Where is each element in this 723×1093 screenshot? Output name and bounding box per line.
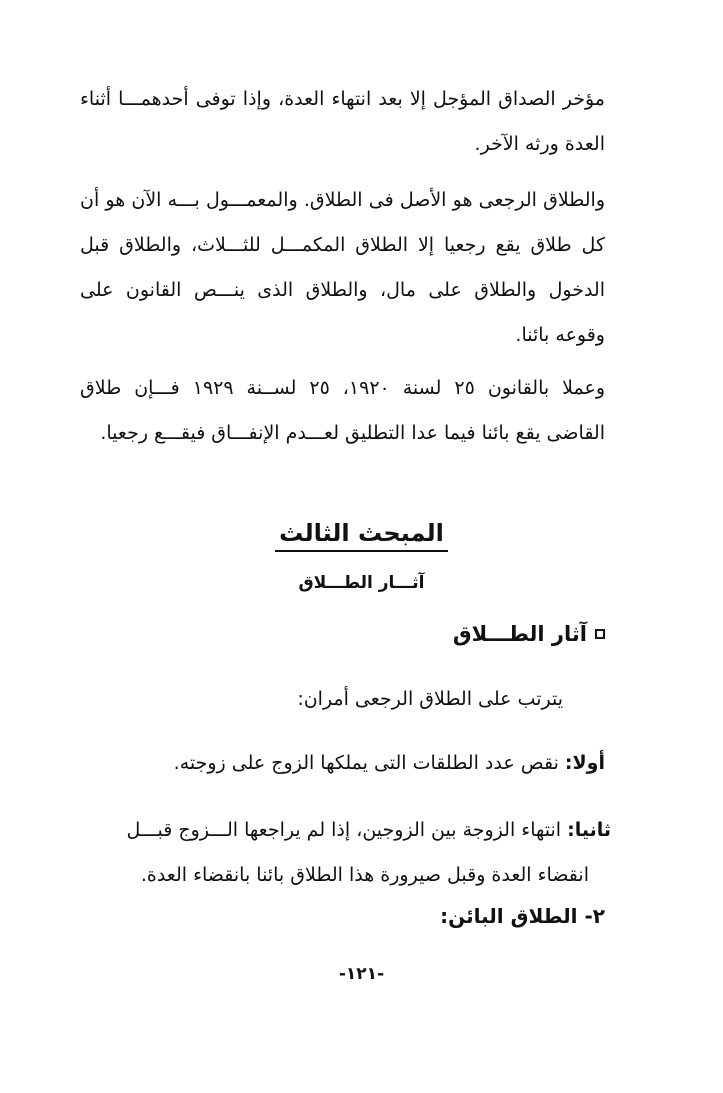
section-heading	[453, 622, 605, 646]
effect-first-label: أولا:	[564, 752, 605, 774]
effect-first-text: نقص عدد الطلقات التى يملكها الزوج على زوجته.	[173, 752, 565, 774]
page-number: -١٢١-	[338, 964, 385, 984]
paragraph-law-reference: وعملا بالقانون ٢٥ لسنة ١٩٢٠، ٢٥ لســنة ١٩٢٩ فـــإن طلاق القاضى يقع بائنا فيما عدا التطليق لعـــدم الإنفـــاق فيقـــع رجعيا.	[80, 377, 605, 444]
effect-second	[80, 808, 611, 898]
irrevocable-divorce-heading: ٢- الطلاق البائن:	[440, 904, 605, 928]
effect-first	[174, 752, 605, 774]
square-bullet-icon	[595, 629, 605, 639]
chapter-title	[0, 518, 723, 552]
chapter-subtitle: آثـــار الطـــلاق	[298, 573, 425, 593]
effect-second-text: انتهاء الزوجة بين الزوجين، إذا لم يراجعها الـــزوج قبـــل	[126, 819, 568, 841]
section-heading-text: آثار الطـــلاق	[452, 622, 587, 646]
effect-second-continuation: انقضاء العدة وقبل صيرورة هذا الطلاق بائنا بانقضاء العدة.	[140, 864, 589, 886]
effects-intro: يترتب على الطلاق الرجعى أمران:	[297, 688, 563, 710]
paragraph-inheritance: مؤخر الصداق المؤجل إلا بعد انتهاء العدة، وإذا توفى أحدهمـــا أثناء العدة ورثه الآخر.	[80, 88, 605, 155]
chapter-title-text: المبحث الثالث	[275, 518, 448, 552]
effect-second-label: ثانيا:	[567, 819, 611, 841]
paragraph-revocable-divorce: والطلاق الرجعى هو الأصل فى الطلاق. والمعمـــول بـــه الآن هو أن كل طلاق يقع رجعيا إلا الطلاق المكمـــل للثـــلاث، والطلاق قبل الدخول والطلاق على مال، والطلاق الذى ينـــص القانون على وقوعه بائنا.	[80, 189, 605, 346]
